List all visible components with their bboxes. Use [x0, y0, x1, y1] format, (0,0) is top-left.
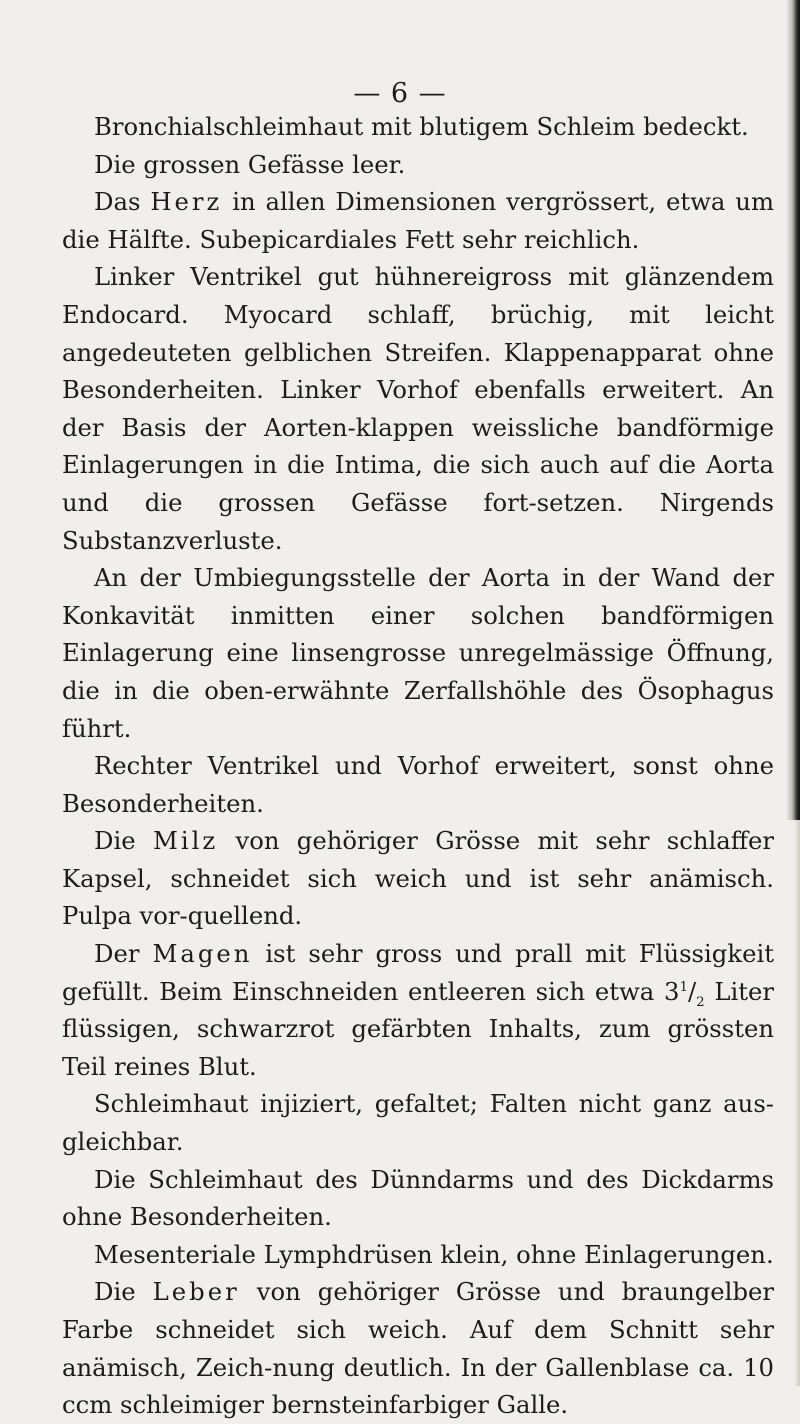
- paragraph: Der Magen ist sehr gross und prall mit Flüssigkeit gefüllt. Beim Einschneiden entleeren sich etwa $3^1/_2$ Liter flüssigen, schwarzrot gefärbten Inhalts, zum grössten Teil reines Blut.: [62, 939, 774, 1081]
- body-text: [62, 108, 774, 1424]
- page-edge-shadow: [786, 0, 800, 820]
- paragraph-lead: Die: [94, 826, 153, 856]
- organ-name: Herz: [150, 187, 223, 217]
- paragraph: [62, 258, 774, 559]
- paragraph: [62, 1085, 774, 1160]
- paragraph: [62, 559, 774, 747]
- paragraph: [62, 822, 774, 935]
- paragraph-lead: Die: [94, 1277, 153, 1307]
- paragraph-lead: Das: [94, 187, 151, 217]
- fraction-denominator: 2: [696, 994, 705, 1010]
- paragraph-text: An der Umbiegungsstelle der Aorta in der Wand der Konkavität inmitten einer solchen bandförmigen Einlagerung eine linsengrosse unregelmässige Öffnung, die in die oben-erwähnte Zerfallshöhle des Ösophagus führt.: [62, 563, 774, 743]
- paragraph-text: Rechter Ventrikel und Vorhof erweitert, sonst ohne Besonderheiten.: [62, 751, 774, 818]
- paragraph: [62, 108, 774, 146]
- paragraph-text: Die Schleimhaut des Dünndarms und des Dickdarms ohne Besonderheiten.: [62, 1164, 774, 1232]
- paragraph-text: in allen Dimensionen vergrössert, etwa um die Hälfte. Subepicardiales Fett sehr reichlich.: [62, 187, 774, 254]
- organ-name: Milz: [152, 826, 219, 856]
- paragraph: [62, 1273, 774, 1423]
- organ-name: Leber: [152, 1277, 240, 1307]
- page-edge-lower: [794, 820, 800, 1386]
- paragraph-text: von gehöriger Grösse und braungelber Farbe schneidet sich weich. Auf dem Schnitt sehr anämisch, Zeich-nung deutlich. In der Gallenblase ca. 10 ccm schleimiger bernsteinfarbiger Galle.: [62, 1277, 774, 1420]
- paragraph: [62, 747, 774, 822]
- paragraph-text: ist sehr gross und prall mit Flüssigkeit gefüllt. Beim Einschneiden entleeren sich etwa 3: [62, 939, 774, 1006]
- paragraph-text: Die grossen Gefässe leer.: [94, 149, 406, 179]
- paragraph-text: Bronchialschleimhaut mit blutigem Schleim bedeckt.: [94, 112, 749, 141]
- page-number: — 6 —: [353, 78, 447, 109]
- paragraph-text: Mesenteriale Lymphdrüsen klein, ohne Einlagerungen.: [94, 1239, 774, 1269]
- paragraph: [62, 1161, 774, 1236]
- paragraph-lead: Der: [94, 939, 153, 969]
- paragraph-text: Schleimhaut injiziert, gefaltet; Falten nicht ganz aus-gleichbar.: [62, 1089, 774, 1157]
- organ-name: Magen: [152, 939, 253, 969]
- fraction-numerator: 1: [679, 979, 688, 995]
- paragraph-text: von gehöriger Grösse mit sehr schlaffer Kapsel, schneidet sich weich und ist sehr anämisch. Pulpa vor-quellend.: [62, 826, 774, 931]
- paragraph: [62, 146, 774, 184]
- paragraph: [62, 183, 774, 258]
- paragraph-text: Linker Ventrikel gut hühnereigross mit glänzendem Endocard. Myocard schlaff, brüchig, mit leicht angedeuteten gelblichen Streifen. Klappenapparat ohne Besonderheiten. Linker Vorhof ebenfalls erweitert. An der Basis der Aorten-klappen weissliche bandförmige Einlagerungen in die Intima, die sich auch auf die Aorta und die grossen Gefässe fort-setzen. Nirgends Substanzverluste.: [62, 262, 774, 555]
- paragraph: [62, 1236, 774, 1274]
- paragraph-text: Liter flüssigen, schwarzrot gefärbten Inhalts, zum grössten Teil reines Blut.: [62, 976, 774, 1081]
